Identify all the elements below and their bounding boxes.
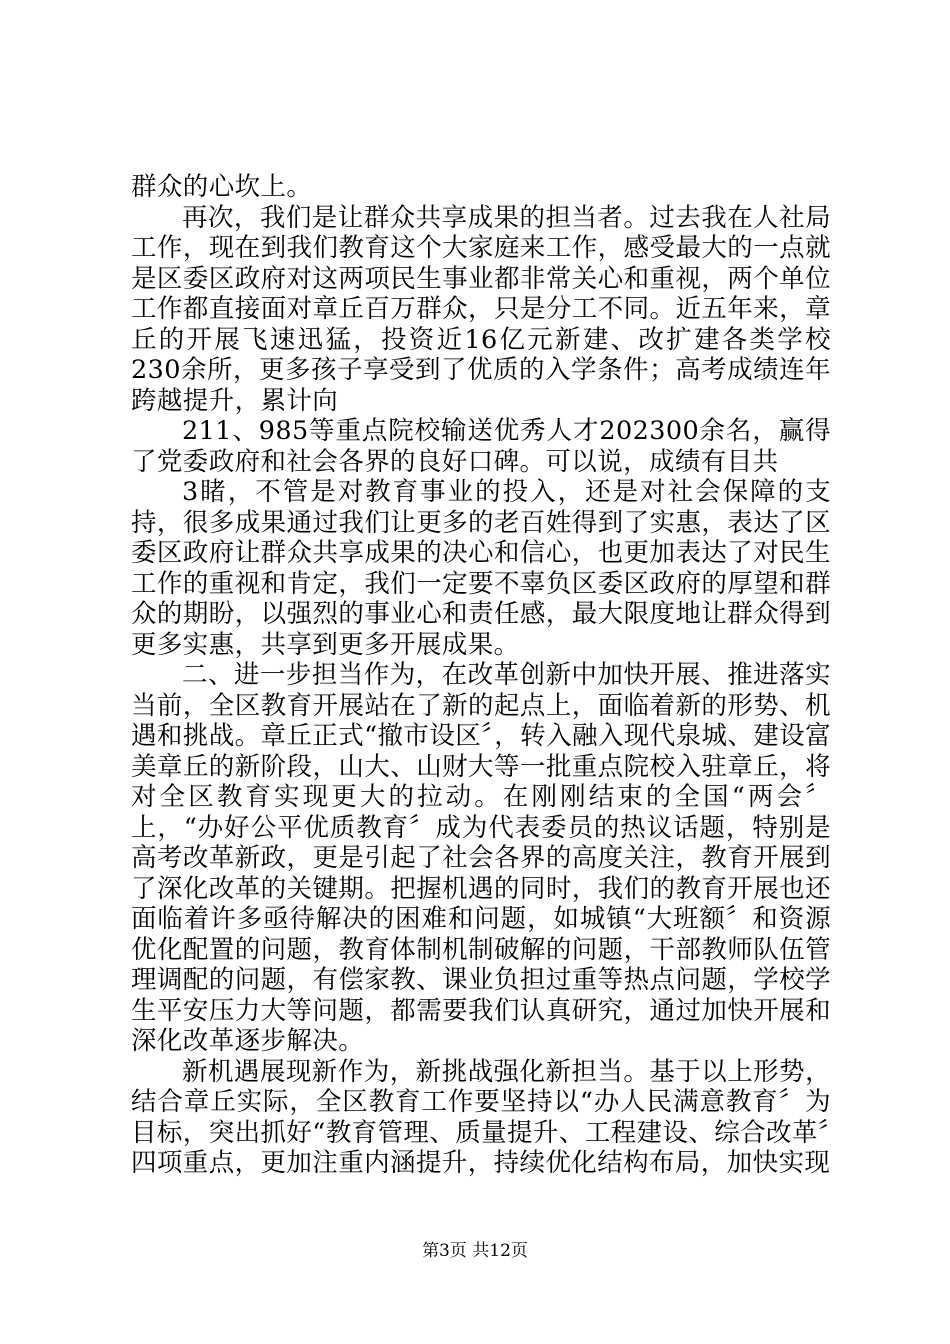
paragraph-3: 211、985等重点院校输送优秀人才202300余名，赢得了党委政府和社会各界的良好口碑。可以说，成绩有目共 xyxy=(131,416,831,477)
paragraph-6: 新机遇展现新作为，新挑战强化新担当。基于以上形势，结合章丘实际，全区教育工作要坚持以“办人民满意教育〞为目标，突出抓好“教育管理、质量提升、工程建设、综合改革〞四项重点，更加注重内涵提升，持续优化结构布局，加快实现 xyxy=(131,1056,831,1178)
document-body xyxy=(131,172,831,1179)
paragraph-4: 3睹，不管是对教育事业的投入，还是对社会保障的支持，很多成果通过我们让更多的老百姓得到了实惠，表达了区委区政府让群众共享成果的决心和信心，也更加表达了对民生工作的重视和肯定，我们一定要不辜负区委区政府的厚望和群众的期盼，以强烈的事业心和责任感，最大限度地让群众得到更多实惠，共享到更多开展成果。 xyxy=(131,477,831,660)
paragraph-2: 再次，我们是让群众共享成果的担当者。过去我在人社局工作，现在到我们教育这个大家庭来工作，感受最大的一点就是区委区政府对这两项民生事业都非常关心和重视，两个单位工作都直接面对章丘百万群众，只是分工不同。近五年来，章丘的开展飞速迅猛，投资近16亿元新建、改扩建各类学校230余所，更多孩子享受到了优质的入学条件；高考成绩连年跨越提升，累计向 xyxy=(131,202,831,416)
paragraph-5: 二、进一步担当作为，在改革创新中加快开展、推进落实当前，全区教育开展站在了新的起点上，面临着新的形势、机遇和挑战。章丘正式“撤市设区〞，转入融入现代泉城、建设富美章丘的新阶段，山大、山财大等一批重点院校入驻章丘，将对全区教育实现更大的拉动。在刚刚结束的全国“两会〞上，“办好公平优质教育〞成为代表委员的热议话题，特别是高考改革新政，更是引起了社会各界的高度关注，教育开展到了深化改革的关键期。把握机遇的同时，我们的教育开展也还面临着许多亟待解决的困难和问题，如城镇“大班额〞和资源优化配置的问题，教育体制机制破解的问题，干部教师队伍管理调配的问题，有偿家教、课业负担过重等热点问题，学校学生平安压力大等问题，都需要我们认真研究，通过加快开展和深化改革逐步解决。 xyxy=(131,660,831,1056)
paragraph-1: 群众的心坎上。 xyxy=(131,172,313,202)
page-number-footer: 第3页 共12页 xyxy=(422,1241,528,1261)
